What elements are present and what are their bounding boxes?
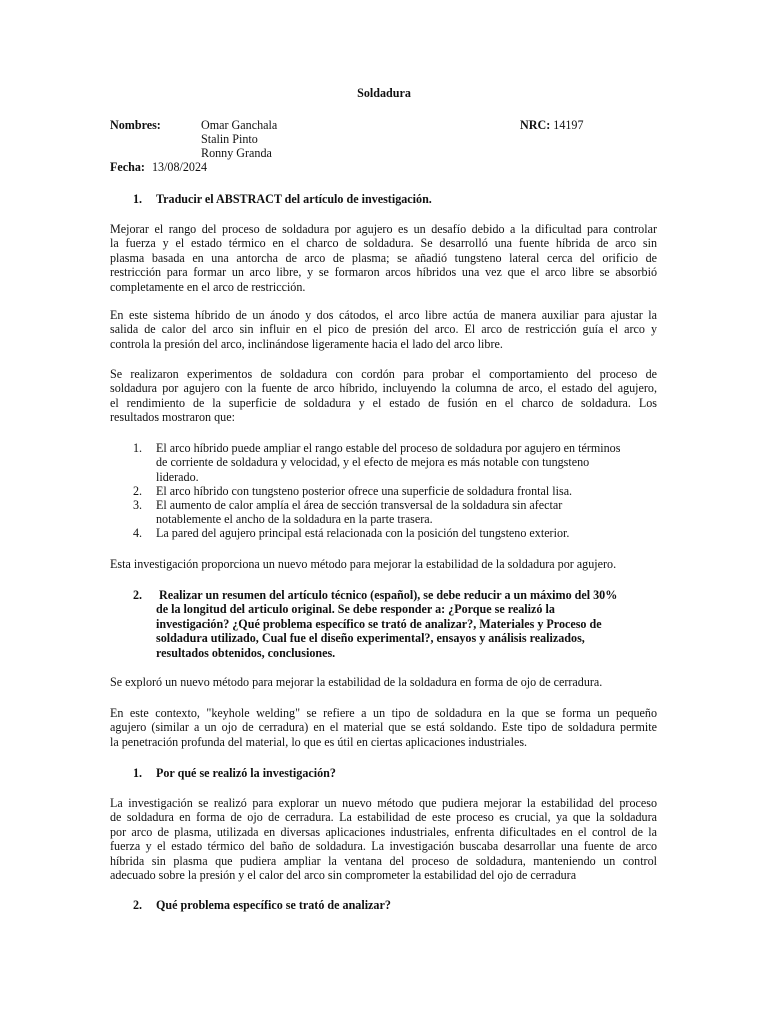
- name-2: Stalin Pinto: [201, 132, 258, 146]
- question1-heading: Por qué se realizó la investigación?: [156, 766, 336, 780]
- abstract-paragraph-2: En este sistema híbrido de un ánodo y dos cátodos, el arco libre actúa de manera auxiliar para ajustar la salida de calor del arco sin influir en el pico de presión del arco. El arco de restricción guía el arco y controla la presión del arco, inclinándose ligeramente hacia el lado del arco libre.: [110, 308, 657, 351]
- fecha-value: 13/08/2024: [151, 160, 208, 174]
- name-3: Ronny Granda: [201, 146, 272, 160]
- document-title: Soldadura: [357, 86, 411, 100]
- abstract-paragraph-3: Se realizaron experimentos de soldadura con cordón para probar el comportamiento del proceso de soldadura por agujero con la fuente de arco híbrido, incluyendo la columna de arco, el estado del agujero, el rendimiento de la superficie de soldadura y el estado de fusión en el charco de soldadura. Los resultados mostraron que:: [110, 367, 657, 425]
- nombres-label: Nombres:: [110, 118, 161, 132]
- section1-heading: Traducir el ABSTRACT del artículo de investigación.: [156, 192, 432, 206]
- result-item: El arco híbrido con tungsteno posterior ofrece una superficie de soldadura frontal lisa.: [156, 484, 573, 498]
- question2-number: 2.: [133, 898, 143, 912]
- nrc-field: [520, 118, 584, 132]
- nrc-label: NRC:: [520, 118, 551, 132]
- question1-number: 1.: [133, 766, 143, 780]
- question2-heading: Qué problema específico se trató de analizar?: [156, 898, 391, 912]
- fecha-label: Fecha:: [110, 160, 145, 174]
- section1-number: 1.: [133, 192, 143, 206]
- result-number: 4.: [133, 526, 143, 540]
- result-number: 3.: [133, 498, 143, 512]
- result-item: La pared del agujero principal está relacionada con la posición del tungsteno exterior.: [156, 526, 570, 540]
- abstract-paragraph-1: Mejorar el rango del proceso de soldadura por agujero es un desafío debido a la dificultad para controlar la fuerza y el estado térmico en el charco de soldadura. Se desarrolló una fuente híbrida de arco sin plasma basada en una antorcha de arco de plasma; se añadió tungsteno lateral cerca del orificio de restricción para formar un arco libre, y se formaron arcos híbridos una vez que el arco libre se absorbió completamente en el arco de restricción.: [110, 222, 657, 294]
- result-item: El aumento de calor amplía el área de sección transversal de la soldadura sin afectar notablemente el ancho de la soldadura en la parte trasera.: [156, 498, 563, 527]
- keyhole-context-paragraph: En este contexto, "keyhole welding" se refiere a un tipo de soldadura en la que se forma un pequeño agujero (similar a un ojo de cerradura) en el material que se está soldando. Este tipo de soldadura permite la penetración profunda del material, lo que es útil en ciertas aplicaciones industriales.: [110, 706, 657, 749]
- summary-intro: Se exploró un nuevo método para mejorar la estabilidad de la soldadura en forma de ojo de cerradura.: [110, 675, 603, 689]
- section2-number: 2.: [133, 588, 143, 602]
- result-number: 1.: [133, 441, 143, 455]
- question1-answer: La investigación se realizó para explorar un nuevo método que pudiera mejorar la estabilidad del proceso de soldadura en forma de ojo de cerradura. La estabilidad de este proceso es crucial, ya que la soldadura por arco de plasma, utilizada en diversas aplicaciones industriales, enfrenta dificultades en el control de la fuerza y el estado térmico del baño de soldadura. La investigación buscaba desarrollar una fuente de arco híbrida sin plasma que pudiera ampliar la ventana del proceso de soldadura, manteniendo un control adecuado sobre la presión y el calor del arco sin comprometer la estabilidad del ojo de cerradura: [110, 796, 657, 883]
- section2-heading: Realizar un resumen del artículo técnico (español), se debe reducir a un máximo del 30% de la longitud del articulo original. Se debe responder a: ¿Porque se realizó la investigación? ¿Qué problema específico se trató de analizar?, Materiales y Proceso de soldadura utilizado, Cual fue el diseño experimental?, ensayos y análisis realizados, resultados obtenidos, conclusiones.: [156, 588, 618, 660]
- result-number: 2.: [133, 484, 143, 498]
- nrc-value: 14197: [553, 118, 584, 132]
- result-item: El arco híbrido puede ampliar el rango estable del proceso de soldadura por agujero en términos de corriente de soldadura y velocidad, y el efecto de mejora es más notable con tungsteno liderado.: [156, 441, 621, 484]
- abstract-conclusion: Esta investigación proporciona un nuevo método para mejorar la estabilidad de la soldadura por agujero.: [110, 557, 617, 571]
- name-1: Omar Ganchala: [201, 118, 278, 132]
- fecha-field: [110, 160, 207, 174]
